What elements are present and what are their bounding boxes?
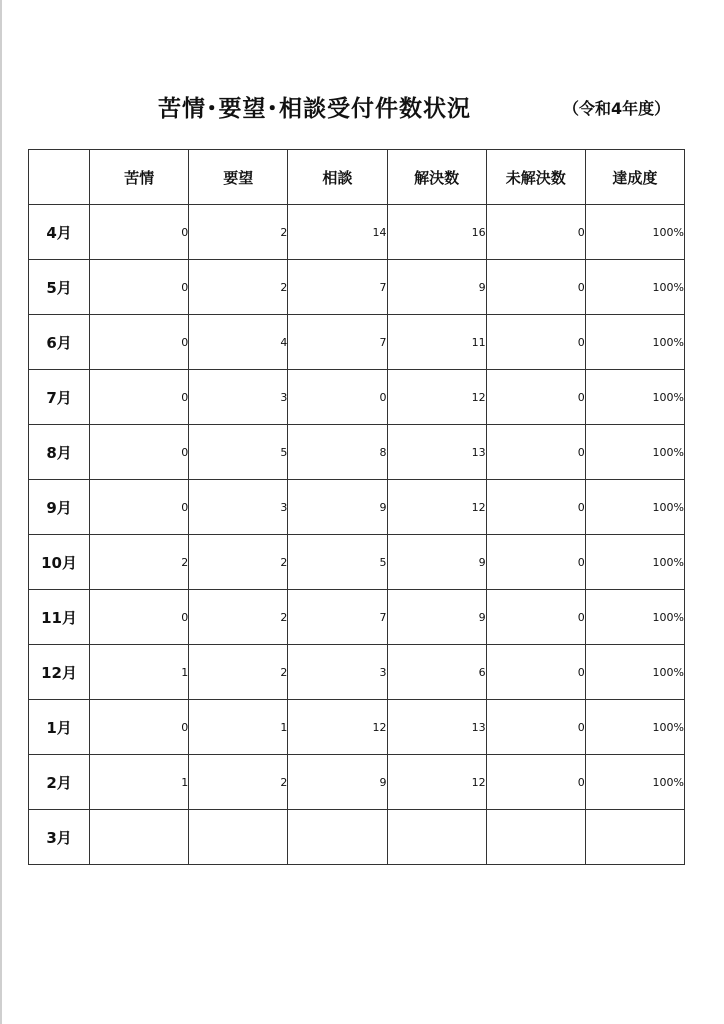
cell-consultations: 9 <box>288 755 387 810</box>
cell-unresolved: 0 <box>486 315 585 370</box>
table-row <box>29 535 685 590</box>
month-label: 7月 <box>29 370 90 425</box>
month-label: 5月 <box>29 260 90 315</box>
month-label: 2月 <box>29 755 90 810</box>
month-label: 9月 <box>29 480 90 535</box>
cell-resolved: 13 <box>387 425 486 480</box>
cell-unresolved: 0 <box>486 535 585 590</box>
header-resolved: 解決数 <box>387 150 486 205</box>
header-achievement: 達成度 <box>585 150 684 205</box>
month-label: 3月 <box>29 810 90 865</box>
cell-requests: 1 <box>189 700 288 755</box>
table-row <box>29 700 685 755</box>
cell-consultations: 7 <box>288 590 387 645</box>
cell-resolved: 16 <box>387 205 486 260</box>
cell-resolved: 12 <box>387 370 486 425</box>
cell-achievement: 100% <box>585 590 684 645</box>
page-title: 苦情･要望･相談受付件数状況 <box>158 96 471 122</box>
cell-complaints: 0 <box>90 425 189 480</box>
cell-unresolved: 0 <box>486 590 585 645</box>
cell-unresolved: 0 <box>486 755 585 810</box>
header-complaints: 苦情 <box>90 150 189 205</box>
cell-resolved: 6 <box>387 645 486 700</box>
cell-resolved: 9 <box>387 535 486 590</box>
cell-complaints: 0 <box>90 205 189 260</box>
cell-achievement: 100% <box>585 645 684 700</box>
month-label: 1月 <box>29 700 90 755</box>
table-row <box>29 205 685 260</box>
cell-achievement: 100% <box>585 480 684 535</box>
cell-achievement <box>585 810 684 865</box>
table-row <box>29 480 685 535</box>
cell-consultations: 14 <box>288 205 387 260</box>
cell-achievement: 100% <box>585 260 684 315</box>
cell-unresolved: 0 <box>486 645 585 700</box>
cell-consultations: 7 <box>288 260 387 315</box>
cell-consultations: 7 <box>288 315 387 370</box>
table-row <box>29 260 685 315</box>
table-header-row <box>29 150 685 205</box>
table-row <box>29 370 685 425</box>
table-row <box>29 810 685 865</box>
scan-edge <box>0 0 2 1024</box>
cell-complaints: 1 <box>90 645 189 700</box>
cell-unresolved: 0 <box>486 205 585 260</box>
month-label: 4月 <box>29 205 90 260</box>
cell-unresolved: 0 <box>486 260 585 315</box>
cell-consultations: 9 <box>288 480 387 535</box>
cell-requests: 2 <box>189 755 288 810</box>
complaints-table <box>28 149 685 865</box>
table-row <box>29 755 685 810</box>
header-consultations: 相談 <box>288 150 387 205</box>
cell-unresolved: 0 <box>486 370 585 425</box>
cell-consultations: 0 <box>288 370 387 425</box>
cell-unresolved: 0 <box>486 480 585 535</box>
cell-complaints: 0 <box>90 370 189 425</box>
cell-resolved: 12 <box>387 755 486 810</box>
cell-complaints: 0 <box>90 700 189 755</box>
month-label: 11月 <box>29 590 90 645</box>
cell-achievement: 100% <box>585 370 684 425</box>
cell-complaints: 1 <box>90 755 189 810</box>
cell-achievement: 100% <box>585 315 684 370</box>
month-label: 8月 <box>29 425 90 480</box>
cell-requests <box>189 810 288 865</box>
cell-consultations: 12 <box>288 700 387 755</box>
table-row <box>29 315 685 370</box>
cell-achievement: 100% <box>585 700 684 755</box>
cell-requests: 2 <box>189 205 288 260</box>
header-corner <box>29 150 90 205</box>
month-label: 10月 <box>29 535 90 590</box>
cell-complaints: 0 <box>90 260 189 315</box>
cell-requests: 2 <box>189 535 288 590</box>
cell-resolved: 11 <box>387 315 486 370</box>
cell-complaints <box>90 810 189 865</box>
cell-requests: 2 <box>189 645 288 700</box>
table-row <box>29 425 685 480</box>
cell-resolved <box>387 810 486 865</box>
cell-achievement: 100% <box>585 205 684 260</box>
cell-consultations: 8 <box>288 425 387 480</box>
cell-complaints: 0 <box>90 590 189 645</box>
cell-requests: 3 <box>189 480 288 535</box>
header-requests: 要望 <box>189 150 288 205</box>
cell-requests: 2 <box>189 590 288 645</box>
cell-unresolved: 0 <box>486 425 585 480</box>
cell-complaints: 0 <box>90 315 189 370</box>
header-unresolved: 未解決数 <box>486 150 585 205</box>
cell-resolved: 9 <box>387 590 486 645</box>
cell-resolved: 13 <box>387 700 486 755</box>
cell-unresolved: 0 <box>486 700 585 755</box>
cell-achievement: 100% <box>585 755 684 810</box>
month-label: 12月 <box>29 645 90 700</box>
cell-requests: 2 <box>189 260 288 315</box>
cell-achievement: 100% <box>585 425 684 480</box>
cell-requests: 5 <box>189 425 288 480</box>
cell-complaints: 0 <box>90 480 189 535</box>
cell-achievement: 100% <box>585 535 684 590</box>
table-row <box>29 590 685 645</box>
cell-complaints: 2 <box>90 535 189 590</box>
cell-requests: 3 <box>189 370 288 425</box>
cell-resolved: 9 <box>387 260 486 315</box>
month-label: 6月 <box>29 315 90 370</box>
table-row <box>29 645 685 700</box>
cell-consultations <box>288 810 387 865</box>
cell-requests: 4 <box>189 315 288 370</box>
cell-consultations: 5 <box>288 535 387 590</box>
cell-unresolved <box>486 810 585 865</box>
fiscal-year-label: （令和4年度） <box>563 99 671 118</box>
cell-resolved: 12 <box>387 480 486 535</box>
cell-consultations: 3 <box>288 645 387 700</box>
